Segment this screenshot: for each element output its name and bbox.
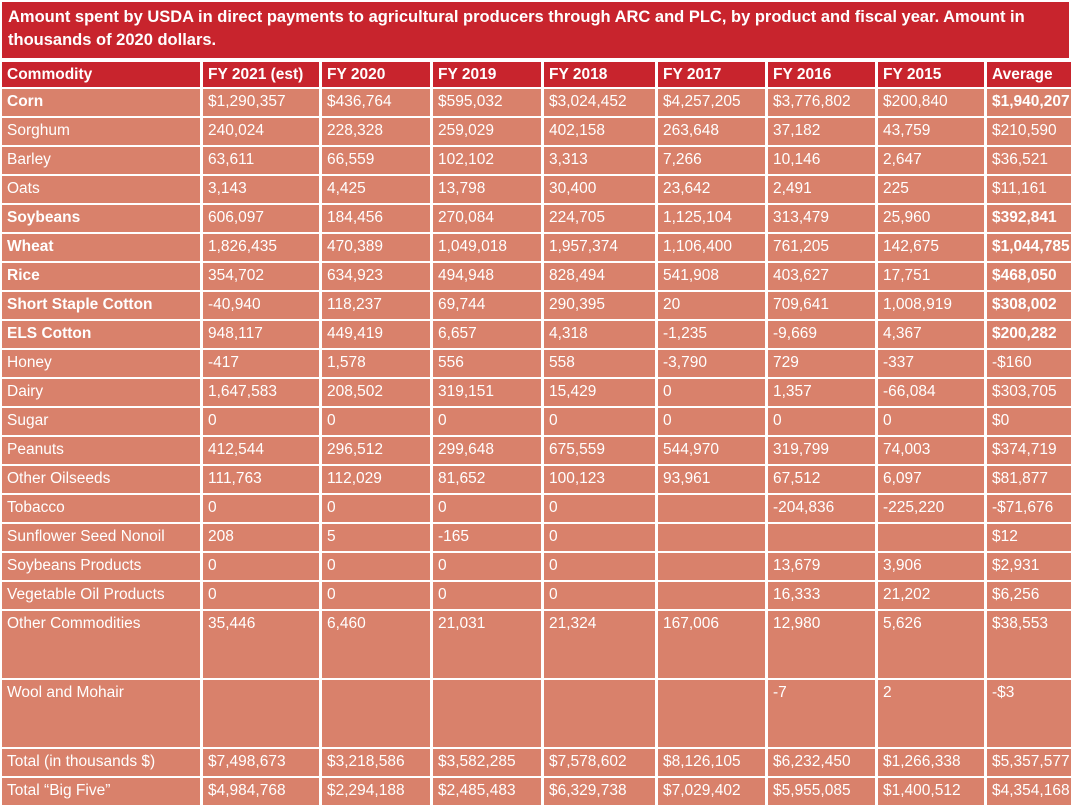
table-cell: 0	[878, 408, 984, 435]
table-cell: 1,957,374	[544, 234, 655, 261]
commodity-name: Wheat	[2, 234, 200, 261]
table-cell: $2,294,188	[322, 778, 430, 805]
header-row	[2, 62, 1071, 87]
table-cell: 43,759	[878, 118, 984, 145]
table-row	[2, 466, 1071, 493]
table-cell: 74,003	[878, 437, 984, 464]
table-cell: 3,313	[544, 147, 655, 174]
table-cell: 0	[544, 495, 655, 522]
table-cell: 6,097	[878, 466, 984, 493]
table-cell: 5,626	[878, 611, 984, 678]
table-cell: 290,395	[544, 292, 655, 319]
table-cell: $4,257,205	[658, 89, 765, 116]
table-cell: $2,931	[987, 553, 1071, 580]
table-cell: 16,333	[768, 582, 875, 609]
table-cell: 208,502	[322, 379, 430, 406]
table-cell: 412,544	[203, 437, 319, 464]
table-cell: 225	[878, 176, 984, 203]
table-cell: 13,679	[768, 553, 875, 580]
table-cell: 228,328	[322, 118, 430, 145]
table-row	[2, 582, 1071, 609]
table-cell: 709,641	[768, 292, 875, 319]
table-row	[2, 89, 1071, 116]
table-cell: 0	[322, 495, 430, 522]
table-cell: $6,232,450	[768, 749, 875, 776]
commodity-name: Other Oilseeds	[2, 466, 200, 493]
table-cell: 1,049,018	[433, 234, 541, 261]
table-cell: 313,479	[768, 205, 875, 232]
table-cell: $468,050	[987, 263, 1071, 290]
table-row	[2, 611, 1071, 678]
table-row	[2, 680, 1071, 747]
table-row	[2, 147, 1071, 174]
table-cell: 606,097	[203, 205, 319, 232]
table-cell: -7	[768, 680, 875, 747]
table-cell: 184,456	[322, 205, 430, 232]
payments-table	[0, 60, 1071, 807]
table-row	[2, 205, 1071, 232]
table-cell: 20	[658, 292, 765, 319]
table-cell: -204,836	[768, 495, 875, 522]
table-cell: $595,032	[433, 89, 541, 116]
table-cell: $5,357,577	[987, 749, 1071, 776]
commodity-name: Honey	[2, 350, 200, 377]
table-cell: 449,419	[322, 321, 430, 348]
table-cell: 142,675	[878, 234, 984, 261]
table-cell: 0	[658, 379, 765, 406]
table-cell: 67,512	[768, 466, 875, 493]
table-cell: 12,980	[768, 611, 875, 678]
table-cell: 4,367	[878, 321, 984, 348]
table-row	[2, 749, 1071, 776]
column-header-commodity: Commodity	[2, 62, 200, 87]
table-cell	[658, 680, 765, 747]
table-cell: $1,940,207	[987, 89, 1071, 116]
table-cell	[544, 680, 655, 747]
table-cell: 634,923	[322, 263, 430, 290]
table-cell: 1,008,919	[878, 292, 984, 319]
commodity-name: Sunflower Seed Nonoil	[2, 524, 200, 551]
table-cell: -66,084	[878, 379, 984, 406]
table-cell: 0	[203, 408, 319, 435]
table-cell: 93,961	[658, 466, 765, 493]
table-row	[2, 118, 1071, 145]
table-cell: 0	[322, 582, 430, 609]
table-cell: 402,158	[544, 118, 655, 145]
table-cell: $4,984,768	[203, 778, 319, 805]
table-cell: 544,970	[658, 437, 765, 464]
table-cell	[768, 524, 875, 551]
commodity-name: Corn	[2, 89, 200, 116]
table-cell: 69,744	[433, 292, 541, 319]
table-cell: 828,494	[544, 263, 655, 290]
table-cell: 259,029	[433, 118, 541, 145]
table-row	[2, 379, 1071, 406]
table-cell: 6,460	[322, 611, 430, 678]
table-cell: 21,031	[433, 611, 541, 678]
table-cell: 556	[433, 350, 541, 377]
table-cell: 23,642	[658, 176, 765, 203]
column-header: FY 2018	[544, 62, 655, 87]
table-cell: 1,125,104	[658, 205, 765, 232]
table-cell: 541,908	[658, 263, 765, 290]
column-header: FY 2020	[322, 62, 430, 87]
table-cell: 0	[203, 495, 319, 522]
table-cell: 4,318	[544, 321, 655, 348]
table-cell: 354,702	[203, 263, 319, 290]
table-cell: 21,324	[544, 611, 655, 678]
table-cell: 37,182	[768, 118, 875, 145]
table-cell: 3,906	[878, 553, 984, 580]
table-cell: $1,290,357	[203, 89, 319, 116]
table-cell: $1,044,785	[987, 234, 1071, 261]
table-cell: -9,669	[768, 321, 875, 348]
table-cell: 10,146	[768, 147, 875, 174]
table-cell: 4,425	[322, 176, 430, 203]
table-cell: 1,106,400	[658, 234, 765, 261]
table-cell: $5,955,085	[768, 778, 875, 805]
table-cell	[658, 582, 765, 609]
table-cell	[878, 524, 984, 551]
commodity-name: Dairy	[2, 379, 200, 406]
table-cell: -165	[433, 524, 541, 551]
column-header: FY 2015	[878, 62, 984, 87]
table-row	[2, 321, 1071, 348]
table-cell: 3,143	[203, 176, 319, 203]
table-cell: $3,776,802	[768, 89, 875, 116]
table-cell: 7,266	[658, 147, 765, 174]
table-cell: 470,389	[322, 234, 430, 261]
table-cell: 66,559	[322, 147, 430, 174]
table-cell: $4,354,168	[987, 778, 1071, 805]
table-cell: 6,657	[433, 321, 541, 348]
table-cell: 21,202	[878, 582, 984, 609]
table-cell: 111,763	[203, 466, 319, 493]
table-cell: $200,282	[987, 321, 1071, 348]
table-cell: $392,841	[987, 205, 1071, 232]
table-cell: 25,960	[878, 205, 984, 232]
table-cell: 296,512	[322, 437, 430, 464]
table-cell: -$71,676	[987, 495, 1071, 522]
table-cell: 558	[544, 350, 655, 377]
table-title: Amount spent by USDA in direct payments to agricultural producers through ARC and PLC, by product and fiscal year. Amount in thousands of 2020 dollars.	[2, 2, 1069, 58]
table-cell: $2,485,483	[433, 778, 541, 805]
table-cell: $6,329,738	[544, 778, 655, 805]
table-row	[2, 524, 1071, 551]
table-cell: 948,117	[203, 321, 319, 348]
table-cell: $210,590	[987, 118, 1071, 145]
table-cell: 224,705	[544, 205, 655, 232]
table-cell: $1,266,338	[878, 749, 984, 776]
table-cell: 1,647,583	[203, 379, 319, 406]
table-cell: 0	[433, 582, 541, 609]
table-cell: 0	[544, 524, 655, 551]
table-cell: $7,498,673	[203, 749, 319, 776]
table-cell: 729	[768, 350, 875, 377]
commodity-name: Sorghum	[2, 118, 200, 145]
column-header: FY 2017	[658, 62, 765, 87]
table-cell: 167,006	[658, 611, 765, 678]
table-cell: 240,024	[203, 118, 319, 145]
table-cell: 0	[544, 553, 655, 580]
table-cell: 63,611	[203, 147, 319, 174]
table-cell: 2	[878, 680, 984, 747]
table-cell: -$160	[987, 350, 1071, 377]
commodity-name: Short Staple Cotton	[2, 292, 200, 319]
table-cell: 30,400	[544, 176, 655, 203]
table-cell: $7,578,602	[544, 749, 655, 776]
commodity-name: Vegetable Oil Products	[2, 582, 200, 609]
table-cell: 0	[322, 408, 430, 435]
table-cell	[433, 680, 541, 747]
table-cell: $374,719	[987, 437, 1071, 464]
table-cell: 1,357	[768, 379, 875, 406]
table-cell: $1,400,512	[878, 778, 984, 805]
table-cell	[658, 553, 765, 580]
table-cell: -417	[203, 350, 319, 377]
table-cell: 0	[544, 408, 655, 435]
table-row	[2, 263, 1071, 290]
column-header: FY 2021 (est)	[203, 62, 319, 87]
commodity-name: Tobacco	[2, 495, 200, 522]
table-cell: -$3	[987, 680, 1071, 747]
table-cell: 0	[433, 408, 541, 435]
table-cell: 81,652	[433, 466, 541, 493]
table-cell	[203, 680, 319, 747]
table-cell: 13,798	[433, 176, 541, 203]
table-cell: 263,648	[658, 118, 765, 145]
table-cell: $303,705	[987, 379, 1071, 406]
commodity-name: Total “Big Five”	[2, 778, 200, 805]
table-cell: $0	[987, 408, 1071, 435]
table-cell: $308,002	[987, 292, 1071, 319]
table-row	[2, 176, 1071, 203]
table-cell: 0	[322, 553, 430, 580]
commodity-name: Other Commodities	[2, 611, 200, 678]
table-cell: $12	[987, 524, 1071, 551]
table-cell: -1,235	[658, 321, 765, 348]
table-cell: 208	[203, 524, 319, 551]
table-cell: 319,151	[433, 379, 541, 406]
table-cell: $200,840	[878, 89, 984, 116]
table-cell: -3,790	[658, 350, 765, 377]
table-cell: 270,084	[433, 205, 541, 232]
table-cell: $6,256	[987, 582, 1071, 609]
table-row	[2, 408, 1071, 435]
table-cell: $3,218,586	[322, 749, 430, 776]
table-cell: 0	[433, 495, 541, 522]
table-cell: 319,799	[768, 437, 875, 464]
table-cell: 403,627	[768, 263, 875, 290]
table-cell: $3,582,285	[433, 749, 541, 776]
table-row	[2, 495, 1071, 522]
table-cell	[658, 524, 765, 551]
commodity-name: Soybeans Products	[2, 553, 200, 580]
table-cell: 5	[322, 524, 430, 551]
table-cell: 0	[658, 408, 765, 435]
table-cell: 0	[768, 408, 875, 435]
commodity-name: Oats	[2, 176, 200, 203]
column-header: Average	[987, 62, 1071, 87]
table-cell: $8,126,105	[658, 749, 765, 776]
table-row	[2, 292, 1071, 319]
column-header: FY 2019	[433, 62, 541, 87]
table-cell: 494,948	[433, 263, 541, 290]
column-header: FY 2016	[768, 62, 875, 87]
table-cell: -40,940	[203, 292, 319, 319]
table-cell: 17,751	[878, 263, 984, 290]
table-cell: $36,521	[987, 147, 1071, 174]
table-cell	[658, 495, 765, 522]
table-cell	[322, 680, 430, 747]
table-cell: 1,826,435	[203, 234, 319, 261]
table-row	[2, 778, 1071, 805]
table-cell: 2,491	[768, 176, 875, 203]
table-cell: $3,024,452	[544, 89, 655, 116]
table-cell: $436,764	[322, 89, 430, 116]
table-cell: 0	[203, 582, 319, 609]
table-cell: 0	[433, 553, 541, 580]
table-row	[2, 350, 1071, 377]
table-cell: $38,553	[987, 611, 1071, 678]
table-cell: 100,123	[544, 466, 655, 493]
commodity-name: Peanuts	[2, 437, 200, 464]
commodity-name: Barley	[2, 147, 200, 174]
table-cell: 1,578	[322, 350, 430, 377]
table-cell: 2,647	[878, 147, 984, 174]
table-cell: 0	[203, 553, 319, 580]
table-cell: -225,220	[878, 495, 984, 522]
table-row	[2, 553, 1071, 580]
table-cell: 761,205	[768, 234, 875, 261]
table-cell: $81,877	[987, 466, 1071, 493]
table-row	[2, 437, 1071, 464]
commodity-name: Soybeans	[2, 205, 200, 232]
table-cell: 0	[544, 582, 655, 609]
table-cell: 112,029	[322, 466, 430, 493]
table-cell: $7,029,402	[658, 778, 765, 805]
commodity-name: Wool and Mohair	[2, 680, 200, 747]
table-row	[2, 234, 1071, 261]
table-cell: $11,161	[987, 176, 1071, 203]
commodity-name: ELS Cotton	[2, 321, 200, 348]
table-cell: 35,446	[203, 611, 319, 678]
table-cell: -337	[878, 350, 984, 377]
table-body	[2, 89, 1071, 805]
table-cell: 675,559	[544, 437, 655, 464]
table-cell: 118,237	[322, 292, 430, 319]
table-cell: 299,648	[433, 437, 541, 464]
table-cell: 102,102	[433, 147, 541, 174]
commodity-name: Total (in thousands $)	[2, 749, 200, 776]
commodity-name: Sugar	[2, 408, 200, 435]
table-cell: 15,429	[544, 379, 655, 406]
commodity-name: Rice	[2, 263, 200, 290]
